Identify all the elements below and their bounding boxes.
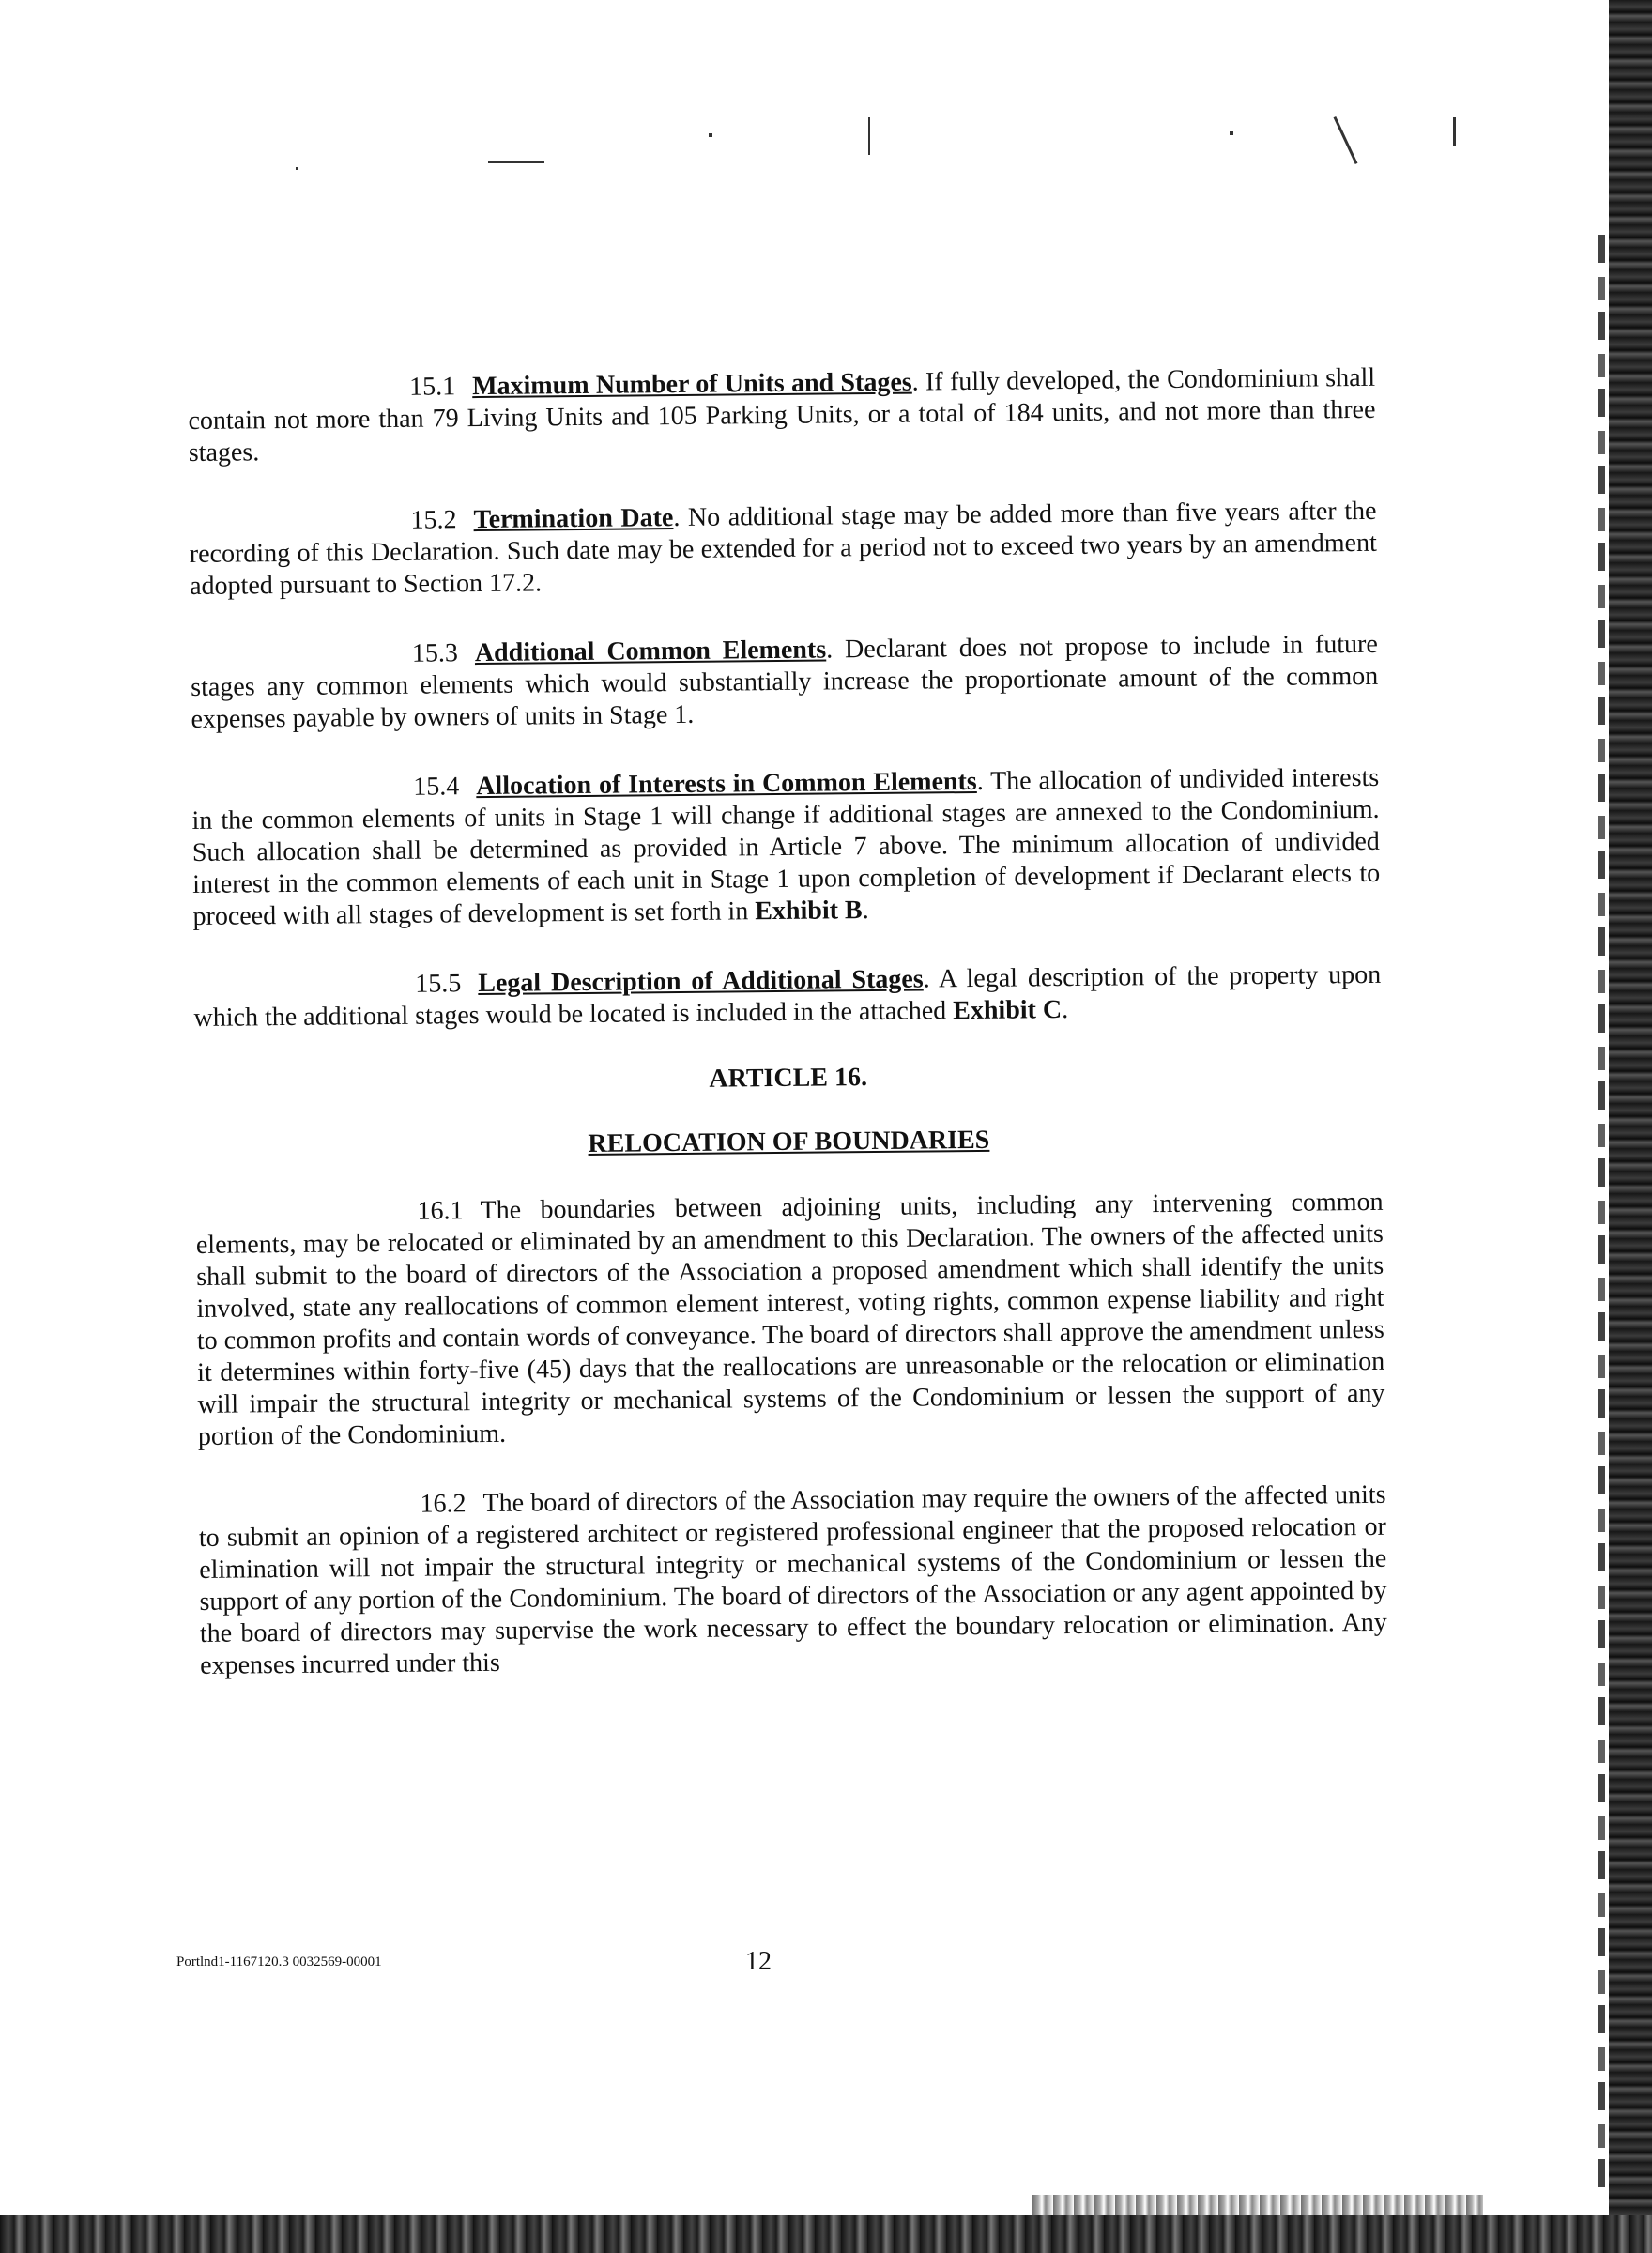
section-title: Maximum Number of Units and Stages bbox=[471, 367, 912, 402]
scan-speck bbox=[1453, 117, 1456, 146]
scan-speck bbox=[709, 133, 712, 137]
scan-edge-right bbox=[1609, 0, 1652, 2253]
section-15-1 bbox=[188, 362, 1376, 469]
section-15-5 bbox=[193, 959, 1382, 1035]
section-end: . bbox=[862, 896, 869, 926]
section-number: 16.2 bbox=[420, 1489, 467, 1519]
exhibit-reference: Exhibit B bbox=[755, 896, 863, 927]
section-number: 16.1 bbox=[417, 1196, 464, 1226]
section-number: 15.1 bbox=[408, 372, 456, 402]
section-16-1 bbox=[195, 1187, 1385, 1453]
scan-speck bbox=[868, 117, 870, 155]
exhibit-reference: Exhibit C bbox=[953, 995, 1063, 1026]
section-15-3 bbox=[191, 629, 1379, 736]
section-end: . bbox=[1061, 995, 1069, 1025]
section-15-4 bbox=[191, 762, 1381, 933]
section-15-2 bbox=[189, 496, 1377, 603]
scan-noise-bottom bbox=[1032, 2195, 1483, 2215]
section-number: 15.5 bbox=[415, 969, 462, 999]
document-body bbox=[188, 362, 1388, 1720]
section-title: Allocation of Interests in Common Elements bbox=[476, 766, 977, 802]
section-title: Additional Common Elements bbox=[474, 635, 827, 668]
section-text: . If fully developed, the Condominium shall contain not more than 79 Living Units and 105 Parking Units, or a total of 184 units, and not more than three stages. bbox=[188, 362, 1376, 467]
scan-edge-bottom bbox=[0, 2215, 1652, 2253]
section-text: . Declarant does not propose to include in future stages any common elements which would substantially increase the proportionate amount of the common expenses payable by owners of units in Stage 1. bbox=[191, 629, 1379, 734]
section-number: 15.2 bbox=[410, 505, 457, 535]
section-text: The board of directors of the Association may require the owners of the affected units to submit an opinion of a registered architect or registered professional engineer that the proposed relocation or elimination will not impair the structural integrity or mechanical systems of the Condominium or lessen the support of any portion of the Condominium. The board of directors of the Association or any agent appointed by the board of directors may supervise the work necessary to effect the boundary relocation or elimination. Any expenses incurred under this bbox=[198, 1479, 1387, 1680]
section-text: . The allocation of undivided interests in the common elements of units in Stage 1 will change if additional stages are annexed to the Condominium. Such allocation shall be determined as provided in Article 7 above. The minimum allocation of undivided interest in the common elements of each unit in Stage 1 upon completion of development if Declarant elects to proceed with all stages of development is set forth in bbox=[191, 762, 1381, 931]
section-title: Termination Date bbox=[473, 503, 674, 535]
scan-speck bbox=[1334, 116, 1358, 164]
scan-speck bbox=[1230, 131, 1233, 135]
section-text: . No additional stage may be added more than five years after the recording of this Declaration. Such date may be extended for a period not to exceed two years by an amendment adopted pursuant to Section 17.2. bbox=[189, 496, 1377, 601]
section-number: 15.4 bbox=[413, 772, 460, 802]
section-text: The boundaries between adjoining units, including any intervening common elements, may be relocated or eliminated by an amendment to this Declaration. The owners of the affected units shall submit to the board of directors of the Association a proposed amendment which shall identify the units involved, state any reallocations of common element interest, voting rights, common expense liability and right to common profits and contain words of conveyance. The board of directors shall approve the amendment unless it determines within forty-five (45) days that the reallocations are unreasonable or the relocation or elimination will impair the structural integrity or mechanical systems of the Condominium or lessen the support of any portion of the Condominium. bbox=[195, 1187, 1385, 1451]
footer-document-id: Portlnd1-1167120.3 0032569-00001 bbox=[176, 1954, 382, 1969]
article-subheading: RELOCATION OF BOUNDARIES bbox=[588, 1125, 990, 1158]
page-number: 12 bbox=[745, 1947, 772, 1976]
section-title: Legal Description of Additional Stages bbox=[478, 964, 924, 999]
section-number: 15.3 bbox=[411, 638, 459, 668]
scan-edge-inner bbox=[1598, 235, 1605, 2187]
section-text: . A legal description of the property upon which the additional stages would be located is included in the attached bbox=[193, 959, 1382, 1033]
scan-speck bbox=[488, 161, 544, 163]
scan-speck bbox=[296, 167, 298, 170]
section-16-2 bbox=[198, 1479, 1387, 1682]
article-heading: ARTICLE 16. bbox=[709, 1063, 868, 1094]
